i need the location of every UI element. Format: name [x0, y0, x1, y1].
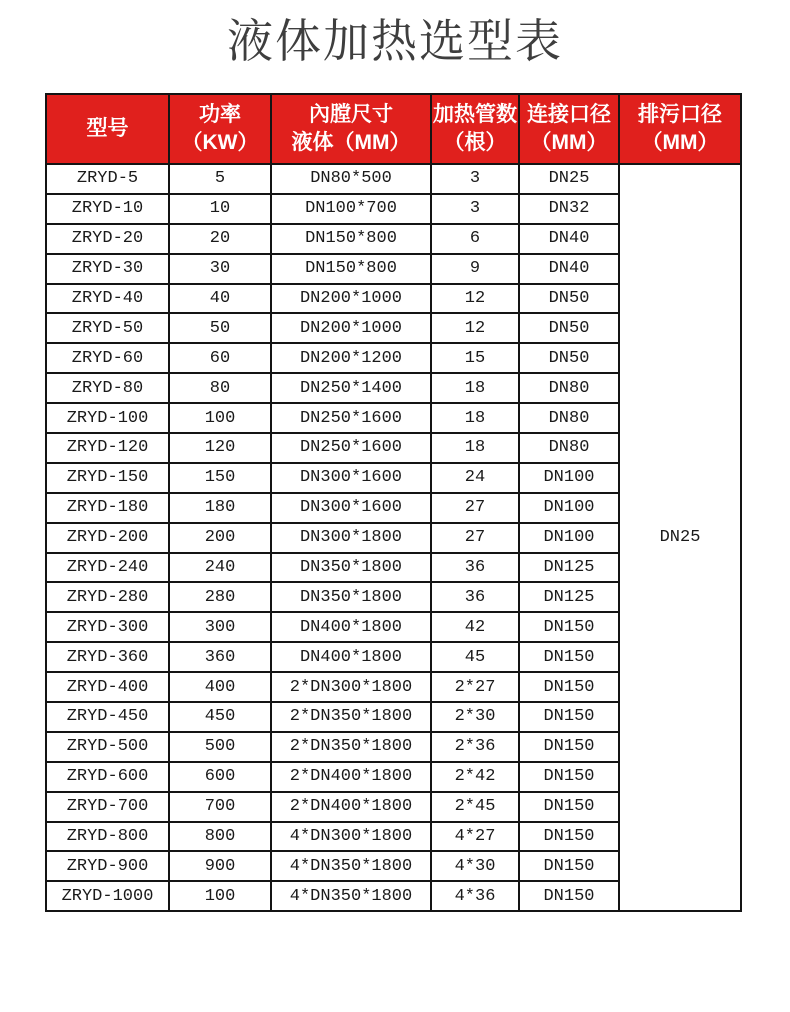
cell-size: DN150*800: [271, 224, 431, 254]
col-header-model-line1: 型号: [86, 116, 129, 140]
cell-connection: DN32: [519, 194, 619, 224]
cell-tubes: 9: [431, 254, 519, 284]
cell-power: 360: [169, 642, 271, 672]
cell-size: DN80*500: [271, 164, 431, 194]
cell-power: 800: [169, 822, 271, 852]
cell-connection: DN150: [519, 642, 619, 672]
cell-tubes: 6: [431, 224, 519, 254]
table-body: [46, 164, 741, 911]
cell-drain-merged: DN25: [619, 164, 741, 911]
cell-model: ZRYD-450: [46, 702, 169, 732]
cell-power: 500: [169, 732, 271, 762]
cell-model: ZRYD-20: [46, 224, 169, 254]
cell-model: ZRYD-30: [46, 254, 169, 284]
cell-tubes: 4*36: [431, 881, 519, 911]
cell-connection: DN100: [519, 463, 619, 493]
cell-size: DN400*1800: [271, 642, 431, 672]
cell-model: ZRYD-300: [46, 612, 169, 642]
cell-size: 2*DN350*1800: [271, 702, 431, 732]
cell-power: 100: [169, 881, 271, 911]
cell-model: ZRYD-5: [46, 164, 169, 194]
cell-model: ZRYD-200: [46, 523, 169, 553]
cell-size: 2*DN400*1800: [271, 792, 431, 822]
cell-size: 4*DN350*1800: [271, 851, 431, 881]
cell-tubes: 36: [431, 553, 519, 583]
cell-tubes: 27: [431, 523, 519, 553]
col-header-power-line1: 功率: [199, 102, 241, 126]
cell-model: ZRYD-280: [46, 582, 169, 612]
cell-tubes: 15: [431, 343, 519, 373]
cell-power: 10: [169, 194, 271, 224]
cell-power: 60: [169, 343, 271, 373]
cell-model: ZRYD-900: [46, 851, 169, 881]
col-header-drain: [619, 94, 741, 164]
header-row: [46, 94, 741, 164]
cell-size: DN200*1200: [271, 343, 431, 373]
cell-size: DN250*1600: [271, 403, 431, 433]
cell-size: 2*DN300*1800: [271, 672, 431, 702]
cell-power: 50: [169, 313, 271, 343]
cell-connection: DN150: [519, 612, 619, 642]
table-header: [46, 94, 741, 164]
cell-model: ZRYD-500: [46, 732, 169, 762]
cell-tubes: 18: [431, 433, 519, 463]
cell-model: ZRYD-240: [46, 553, 169, 583]
cell-connection: DN150: [519, 732, 619, 762]
cell-size: DN250*1600: [271, 433, 431, 463]
cell-tubes: 2*45: [431, 792, 519, 822]
cell-connection: DN125: [519, 582, 619, 612]
col-header-connection: [519, 94, 619, 164]
col-header-connection-line1: 连接口径: [527, 102, 611, 126]
cell-model: ZRYD-50: [46, 313, 169, 343]
cell-connection: DN50: [519, 284, 619, 314]
cell-connection: DN50: [519, 343, 619, 373]
cell-model: ZRYD-150: [46, 463, 169, 493]
cell-power: 700: [169, 792, 271, 822]
cell-tubes: 42: [431, 612, 519, 642]
cell-connection: DN150: [519, 822, 619, 852]
cell-model: ZRYD-360: [46, 642, 169, 672]
cell-size: DN100*700: [271, 194, 431, 224]
cell-connection: DN100: [519, 523, 619, 553]
cell-connection: DN150: [519, 792, 619, 822]
cell-power: 20: [169, 224, 271, 254]
col-header-power: [169, 94, 271, 164]
cell-power: 30: [169, 254, 271, 284]
cell-tubes: 2*30: [431, 702, 519, 732]
cell-tubes: 3: [431, 194, 519, 224]
cell-model: ZRYD-1000: [46, 881, 169, 911]
heating-selection-table: [45, 93, 742, 912]
cell-connection: DN150: [519, 762, 619, 792]
cell-tubes: 24: [431, 463, 519, 493]
cell-model: ZRYD-40: [46, 284, 169, 314]
cell-power: 5: [169, 164, 271, 194]
cell-tubes: 12: [431, 284, 519, 314]
cell-size: 4*DN350*1800: [271, 881, 431, 911]
col-header-model: [46, 94, 169, 164]
cell-size: 2*DN350*1800: [271, 732, 431, 762]
cell-power: 40: [169, 284, 271, 314]
cell-tubes: 36: [431, 582, 519, 612]
cell-model: ZRYD-80: [46, 373, 169, 403]
cell-size: DN300*1600: [271, 463, 431, 493]
cell-tubes: 2*27: [431, 672, 519, 702]
cell-model: ZRYD-800: [46, 822, 169, 852]
cell-connection: DN150: [519, 702, 619, 732]
cell-model: ZRYD-100: [46, 403, 169, 433]
cell-power: 300: [169, 612, 271, 642]
cell-size: DN200*1000: [271, 313, 431, 343]
page-title: 液体加热选型表: [227, 15, 563, 67]
col-header-size-line1: 內膛尺寸: [309, 102, 393, 126]
cell-connection: DN40: [519, 254, 619, 284]
cell-size: DN350*1800: [271, 553, 431, 583]
cell-power: 600: [169, 762, 271, 792]
cell-power: 900: [169, 851, 271, 881]
cell-tubes: 2*36: [431, 732, 519, 762]
table-row: [46, 164, 741, 194]
cell-model: ZRYD-60: [46, 343, 169, 373]
col-header-power-line2: （KW）: [181, 131, 259, 154]
cell-power: 180: [169, 493, 271, 523]
cell-tubes: 4*30: [431, 851, 519, 881]
col-header-drain-line1: 排污口径: [638, 102, 722, 126]
cell-connection: DN80: [519, 403, 619, 433]
cell-size: 4*DN300*1800: [271, 822, 431, 852]
cell-tubes: 4*27: [431, 822, 519, 852]
col-header-tubes: [431, 94, 519, 164]
cell-power: 240: [169, 553, 271, 583]
cell-model: ZRYD-700: [46, 792, 169, 822]
cell-model: ZRYD-600: [46, 762, 169, 792]
cell-power: 80: [169, 373, 271, 403]
cell-power: 400: [169, 672, 271, 702]
cell-connection: DN150: [519, 881, 619, 911]
cell-connection: DN50: [519, 313, 619, 343]
cell-size: DN300*1600: [271, 493, 431, 523]
cell-tubes: 3: [431, 164, 519, 194]
cell-connection: DN80: [519, 433, 619, 463]
cell-connection: DN125: [519, 553, 619, 583]
cell-size: 2*DN400*1800: [271, 762, 431, 792]
cell-tubes: 2*42: [431, 762, 519, 792]
cell-size: DN200*1000: [271, 284, 431, 314]
col-header-size: [271, 94, 431, 164]
cell-tubes: 18: [431, 403, 519, 433]
col-header-connection-line2: （MM）: [530, 131, 608, 154]
cell-model: ZRYD-10: [46, 194, 169, 224]
col-header-tubes-line1: 加热管数: [433, 102, 517, 126]
cell-power: 200: [169, 523, 271, 553]
cell-connection: DN150: [519, 851, 619, 881]
page: [0, 12, 790, 1012]
cell-power: 120: [169, 433, 271, 463]
cell-tubes: 45: [431, 642, 519, 672]
cell-power: 150: [169, 463, 271, 493]
cell-connection: DN40: [519, 224, 619, 254]
cell-connection: DN150: [519, 672, 619, 702]
cell-model: ZRYD-180: [46, 493, 169, 523]
cell-tubes: 12: [431, 313, 519, 343]
cell-size: DN300*1800: [271, 523, 431, 553]
cell-connection: DN100: [519, 493, 619, 523]
cell-size: DN150*800: [271, 254, 431, 284]
cell-power: 100: [169, 403, 271, 433]
col-header-size-line2: 液体（MM）: [291, 131, 411, 154]
cell-power: 450: [169, 702, 271, 732]
cell-size: DN400*1800: [271, 612, 431, 642]
cell-model: ZRYD-400: [46, 672, 169, 702]
cell-size: DN250*1400: [271, 373, 431, 403]
col-header-tubes-line2: （根）: [443, 131, 507, 154]
cell-power: 280: [169, 582, 271, 612]
col-header-drain-line2: （MM）: [641, 131, 719, 154]
cell-size: DN350*1800: [271, 582, 431, 612]
cell-connection: DN80: [519, 373, 619, 403]
cell-connection: DN25: [519, 164, 619, 194]
cell-tubes: 27: [431, 493, 519, 523]
cell-tubes: 18: [431, 373, 519, 403]
cell-model: ZRYD-120: [46, 433, 169, 463]
